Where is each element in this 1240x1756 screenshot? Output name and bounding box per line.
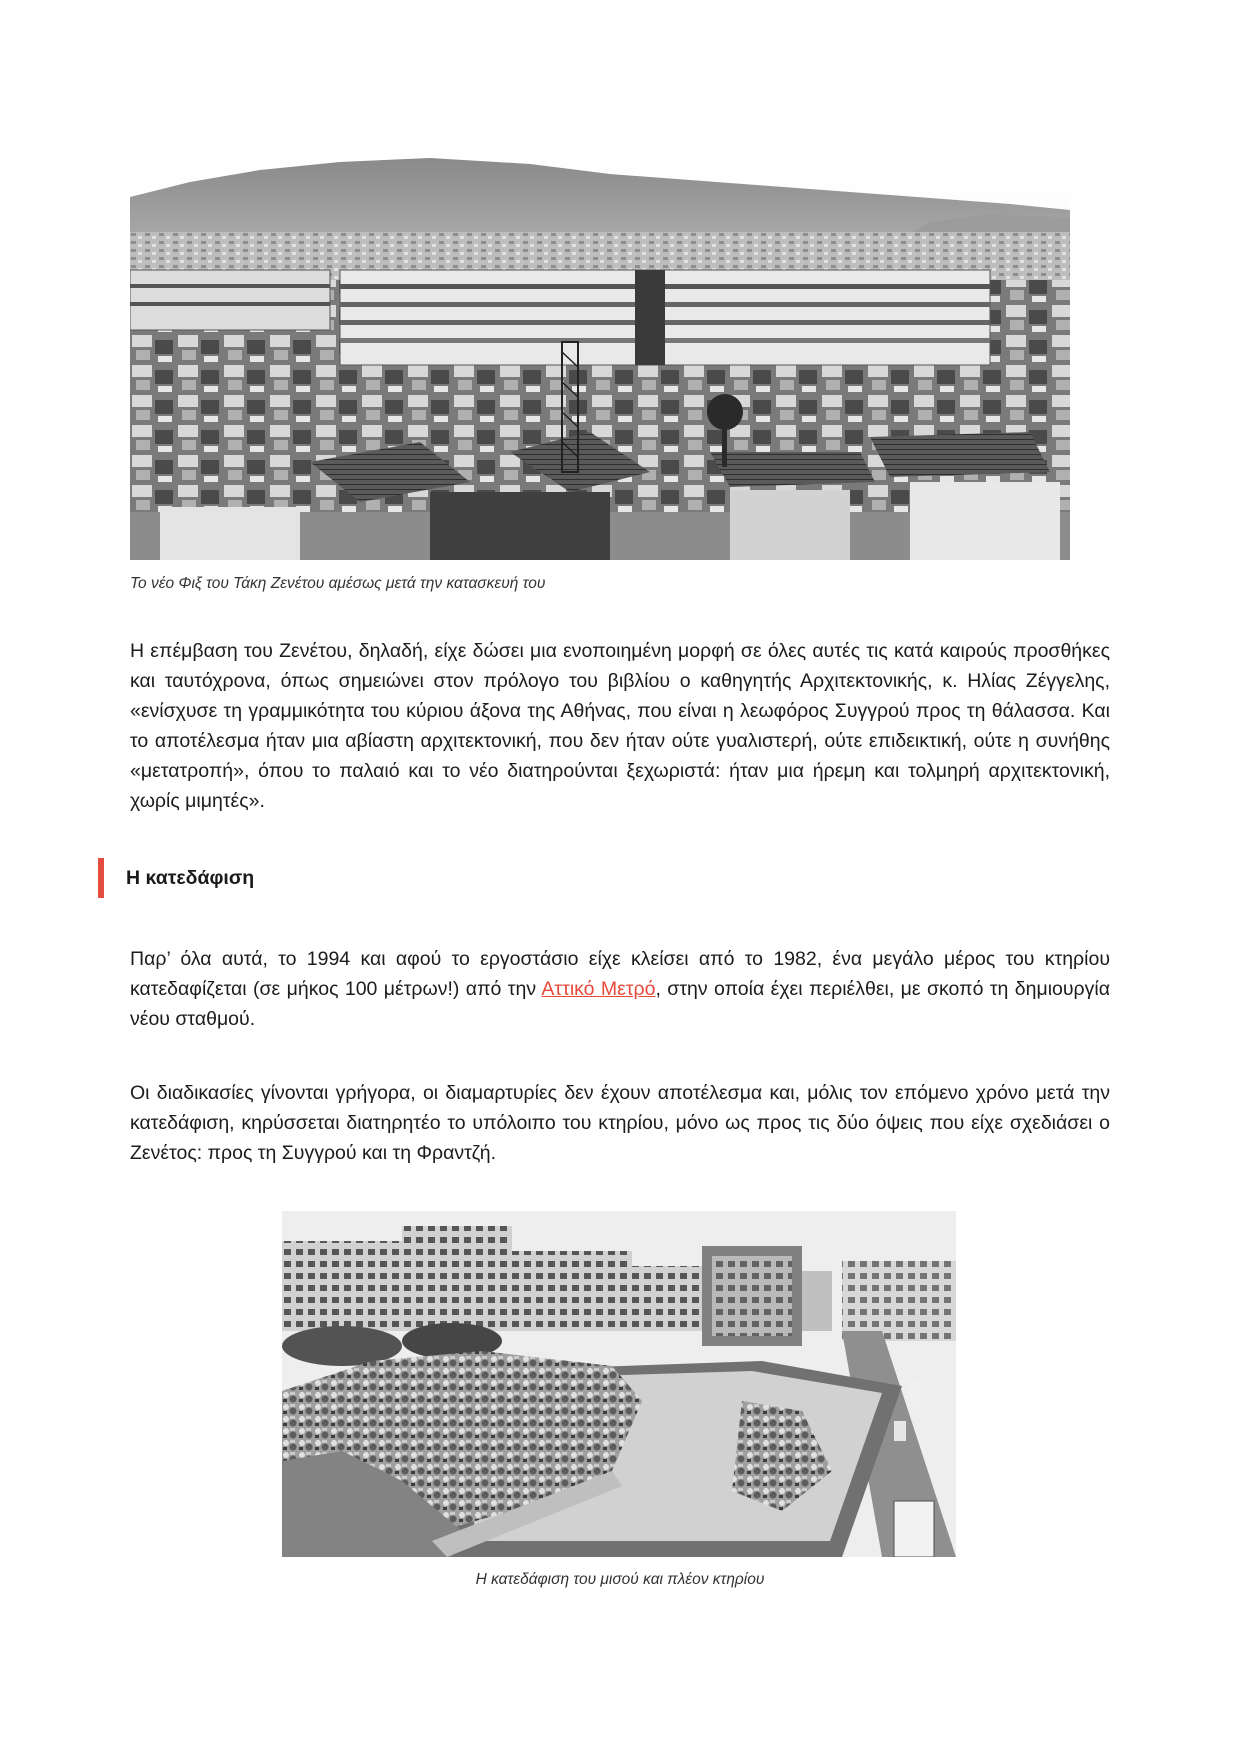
demolition-image	[282, 1211, 956, 1557]
paragraph-text: , στην οποία έχει περιέλθει, με σκοπό τη δημιουργία νέου σταθμού.	[130, 978, 1110, 1030]
paragraph-text: Παρ’ όλα αυτά, το 1994 και αφού το εργοστάσιο είχε κλείσει από το 1982, ένα μεγάλο μέρος του κτηρίου κατεδαφίζεται (σε μήκος 100 μέτρων!) από την	[130, 948, 1110, 1000]
demolition-photo	[282, 1211, 956, 1557]
body-paragraph-intro: Η επέμβαση του Ζενέτου, δηλαδή, είχε δώσει μια ενοποιημένη μορφή σε όλες αυτές τις κατά καιρούς προσθήκες και ταυτόχρονα, όπως σημειώνει στον πρόλογο του βιβλίου ο καθηγητής Αρχιτεκτονικής, κ. Ηλίας Ζέγγελης, «ενίσχυσε τη γραμμικότητα του κύριου άξονα της Αθήνας, που είναι η λεωφόρος Συγγρού προς τη θάλασσα. Και το αποτέλεσμα ήταν μια αβίαστη αρχιτεκτονική, που δεν ήταν ούτε γυαλιστερή, ούτε επιδεικτική, ούτε η συνήθης «μετατροπή», όπου το παλαιό και το νέο διατηρούνται ξεχωριστά: ήταν μια ήρεμη και τολμηρή αρχιτεκτονική, χωρίς μιμητές».	[130, 640, 1110, 812]
section-heading-text: Η κατεδάφιση	[126, 866, 255, 889]
body-paragraph-demolition	[130, 944, 1110, 1034]
figure-caption-2: Η κατεδάφιση του μισού και πλέον κτηρίου	[475, 1571, 765, 1588]
figure-caption-1: Το νέο Φιξ του Τάκη Ζενέτου αμέσως μετά την κατασκευή του	[130, 575, 546, 592]
heading-accent-bar	[98, 858, 104, 898]
attiko-metro-link[interactable]: Αττικό Μετρό	[541, 978, 656, 1000]
body-paragraph-aftermath: Οι διαδικασίες γίνονται γρήγορα, οι διαμαρτυρίες δεν έχουν αποτέλεσμα και, μόλις τον επόμενο χρόνο μετά την κατεδάφιση, κηρύσσεται διατηρητέο το υπόλοιπο του κτηρίου, μόνο ως προς τις δύο όψεις που είχε σχεδιάσει ο Ζενέτος: προς τη Συγγρού και τη Φραντζή.	[130, 1082, 1110, 1164]
building-photo	[130, 152, 1070, 560]
cityscape-image	[130, 152, 1070, 560]
section-heading	[98, 858, 254, 898]
